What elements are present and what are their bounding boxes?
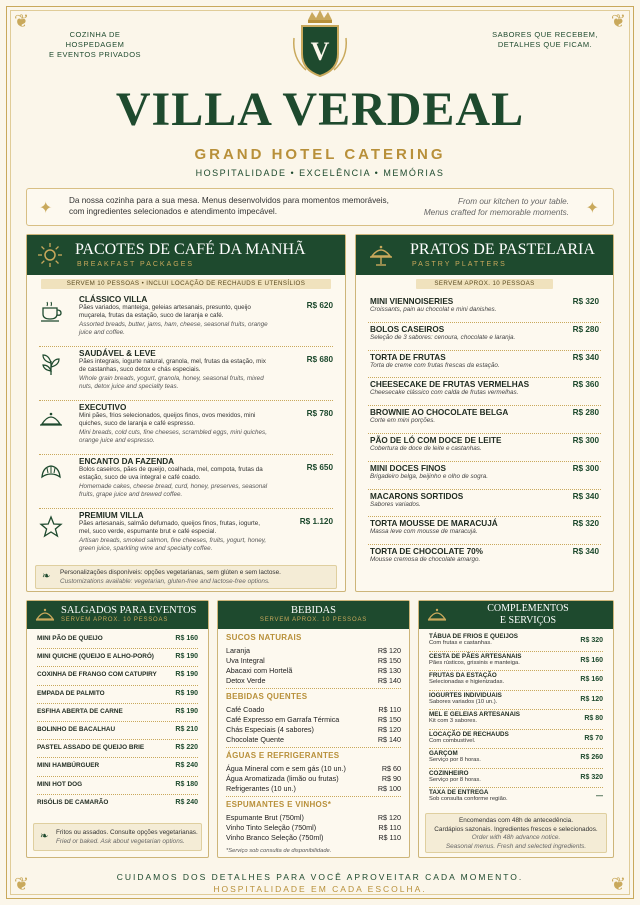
breakfast-separator xyxy=(39,454,333,455)
footer-line-2: HOSPITALIDADE EM CADA ESCOLHA. xyxy=(213,884,427,894)
corner-ornament-icon: ❦ xyxy=(14,874,30,894)
drinks-section-title: ESPUMANTES E VINHOS* xyxy=(226,800,332,809)
intro-text-en: From our kitchen to your table. Menus crafted for memorable moments. xyxy=(423,197,569,217)
breakfast-item-name: CLÁSSICO VILLA xyxy=(79,295,148,304)
crest-logo-icon xyxy=(288,8,352,80)
drinks-item xyxy=(226,764,401,773)
breakfast-item-text xyxy=(79,349,269,391)
pastry-item-name: BROWNIE AO CHOCOLATE BELGA xyxy=(370,408,509,418)
pastry-item-desc: Cobertura de doce de leite e castanhas. xyxy=(370,445,482,452)
drinks-item xyxy=(226,833,401,842)
savory-item-price: R$ 180 xyxy=(175,780,198,788)
extras-item-name: IOGURTES INDIVIDUAIS xyxy=(429,691,502,699)
sun-icon xyxy=(37,242,63,268)
pastry-item-price: R$ 320 xyxy=(572,297,599,306)
drinks-item-name: Uva Integral xyxy=(226,656,265,665)
savory-item-name: MINI QUICHE (QUEIJO E ALHO-PORÓ) xyxy=(37,653,154,661)
extras-item-name: TAXA DE ENTREGA xyxy=(429,789,489,796)
breakfast-note-pt: Personalizações disponíveis: opções vegetarianas, sem glúten e sem lactose. xyxy=(60,569,281,576)
extras-note-pt: Cardápios sazonais. Ingredientes frescos e selecionados. xyxy=(434,825,598,833)
breakfast-item-text xyxy=(79,457,269,499)
breakfast-item-price: R$ 650 xyxy=(306,463,333,472)
drinks-item-price: R$ 110 xyxy=(378,823,401,832)
pastry-item-price: R$ 280 xyxy=(572,408,599,418)
drinks-item xyxy=(226,646,401,655)
intro-box xyxy=(26,188,614,226)
breakfast-item-desc-en: Whole grain breads, yogurt, granola, honey, seasonal fruits, mixed nuts, detox juice and specialty teas. xyxy=(79,374,264,390)
extras-item-price: — xyxy=(596,793,603,800)
pastry-separator xyxy=(368,489,601,490)
breakfast-item-price: R$ 780 xyxy=(306,409,333,418)
pastry-separator xyxy=(368,377,601,378)
extras-header xyxy=(419,601,613,629)
pastry-item-desc: Cheesecake clássico com calda de frutas vermelhas. xyxy=(370,389,519,397)
extras-separator xyxy=(429,670,603,671)
savory-separator xyxy=(37,648,198,649)
extras-separator xyxy=(429,729,603,730)
savory-item xyxy=(37,708,198,715)
extras-item-price: R$ 320 xyxy=(580,773,603,781)
leaf-icon xyxy=(39,353,63,377)
croissant-icon xyxy=(39,461,63,485)
drinks-separator xyxy=(226,688,401,689)
extras-item-price: R$ 160 xyxy=(580,676,603,683)
drinks-item-price: R$ 130 xyxy=(377,666,401,675)
drinks-item-name: Laranja xyxy=(226,646,250,655)
savory-separator xyxy=(37,757,198,758)
drinks-item-price: R$ 60 xyxy=(381,764,401,773)
pastry-item xyxy=(370,297,599,321)
drinks-item-name: Espumante Brut (750ml) xyxy=(226,813,304,822)
savory-separator xyxy=(37,739,198,740)
breakfast-item-desc-en: Homemade cakes, cheese bread, curd, honey, preserves, seasonal fruits, grape juice and brewed coffee. xyxy=(79,482,268,498)
info-icon: ❧ xyxy=(42,571,51,582)
breakfast-title: PACOTES DE CAFÉ DA MANHÃ xyxy=(75,241,306,258)
cloche-icon xyxy=(39,407,63,431)
pastry-panel xyxy=(355,234,614,592)
savory-panel xyxy=(26,600,209,858)
drinks-item-name: Refrigerantes (10 un.) xyxy=(226,784,296,793)
pastry-item-desc: Corte em mini porções. xyxy=(370,417,436,425)
savory-item xyxy=(37,635,198,642)
extras-note-en: Seasonal menus. Fresh and selected ingredients. xyxy=(445,842,587,850)
breakfast-title-en: BREAKFAST PACKAGES xyxy=(77,261,195,268)
extras-item xyxy=(429,633,603,651)
savory-item-price: R$ 190 xyxy=(175,689,198,697)
savory-item-price: R$ 240 xyxy=(175,798,198,806)
pastry-item-name: CHEESECAKE DE FRUTAS VERMELHAS xyxy=(370,380,530,390)
extras-item-price: R$ 160 xyxy=(580,656,603,664)
drinks-title: BEBIDAS xyxy=(291,605,336,616)
savory-item-name: MINI PÃO DE QUEIJO xyxy=(37,635,103,642)
page-tagline: HOSPITALIDADE • EXCELÊNCIA • MEMÓRIAS xyxy=(195,168,445,178)
breakfast-item-name: ENCANTO DA FAZENDA xyxy=(79,457,175,466)
drinks-item xyxy=(226,705,401,714)
drinks-item-price: R$ 110 xyxy=(378,705,401,714)
pastry-item-desc: Massa leve com mousse de maracujá. xyxy=(370,528,478,536)
savory-item-name: MINI HAMBÚRGUER xyxy=(37,762,100,770)
savory-separator xyxy=(37,703,198,704)
extras-item-price: R$ 260 xyxy=(580,754,603,761)
pastry-item-desc: Croissants, pain au chocolat e mini danishes. xyxy=(370,306,497,313)
savory-separator xyxy=(37,776,198,777)
savory-item-name: EMPADA DE PALMITO xyxy=(37,689,105,697)
breakfast-item-name: EXECUTIVO xyxy=(79,403,127,412)
extras-item-desc: Sob consulta conforme região. xyxy=(429,796,508,802)
pastry-separator xyxy=(368,405,601,406)
extras-item-price: R$ 80 xyxy=(584,715,603,722)
drinks-item-price: R$ 120 xyxy=(377,813,401,822)
breakfast-item xyxy=(39,457,333,507)
pastry-ribbon: SERVEM APROX. 10 PESSOAS xyxy=(416,279,553,289)
page-subtitle: GRAND HOTEL CATERING xyxy=(194,146,446,163)
breakfast-item-text xyxy=(79,403,269,445)
drinks-item xyxy=(226,735,401,744)
extras-item-price: R$ 120 xyxy=(580,695,603,703)
savory-item xyxy=(37,781,198,788)
pastry-item xyxy=(370,492,599,516)
extras-item-name: GARÇOM xyxy=(429,750,458,757)
breakfast-item-name: PREMIUM VILLA xyxy=(79,511,144,520)
drinks-footnote: *Serviço sob consulta de disponibilidade. xyxy=(226,848,332,854)
pastry-item-desc: Sabores variados. xyxy=(370,500,421,508)
pastry-item-price: R$ 360 xyxy=(572,380,599,390)
pastry-item-price: R$ 340 xyxy=(572,491,599,501)
savory-note-en: Fried or baked. Ask about vegetarian options. xyxy=(56,837,185,845)
pastry-item-price: R$ 300 xyxy=(572,436,599,445)
extras-separator xyxy=(429,787,603,788)
cake-stand-icon xyxy=(368,242,394,268)
pastry-separator xyxy=(368,544,601,545)
extras-item-name: TÁBUA DE FRIOS E QUEIJOS xyxy=(429,633,518,640)
drinks-header xyxy=(218,601,409,629)
breakfast-item-desc: Mini pães, frios selecionados, queijos finos, ovos mexidos, mini quiches, suco de laranja e café espresso. xyxy=(79,412,256,428)
pastry-item xyxy=(370,408,599,432)
extras-item xyxy=(429,789,603,807)
pastry-item-name: MINI VIENNOISERIES xyxy=(370,297,454,306)
breakfast-panel xyxy=(26,234,346,592)
savory-separator xyxy=(37,721,198,722)
drinks-section-title: BEBIDAS QUENTES xyxy=(226,692,308,701)
breakfast-note xyxy=(35,565,337,589)
pastry-item xyxy=(370,325,599,349)
star-icon xyxy=(39,515,63,539)
extras-item-desc: Kit com 3 sabores. xyxy=(429,718,478,724)
extras-item xyxy=(429,692,603,710)
extras-item xyxy=(429,711,603,729)
drinks-item-name: Detox Verde xyxy=(226,676,266,685)
savory-item-name: PASTEL ASSADO DE QUEIJO BRIE xyxy=(37,744,145,752)
breakfast-item-price: R$ 680 xyxy=(306,355,333,364)
pastry-item xyxy=(370,464,599,488)
drinks-ribbon: SERVEM APROX. 10 PESSOAS xyxy=(259,617,368,623)
pastry-item-desc: Brigadeiro belga, beijinho e olho de sogra. xyxy=(370,472,488,480)
leaf-icon: ❧ xyxy=(40,831,49,842)
extras-item-desc: Com combustível. xyxy=(429,737,476,744)
drinks-item xyxy=(226,676,401,685)
pastry-item-desc: Seleção de 3 sabores: cenoura, chocolate e laranja. xyxy=(370,333,516,341)
cloche-icon xyxy=(35,606,55,624)
breakfast-item-price: R$ 620 xyxy=(306,301,333,310)
drinks-item xyxy=(226,813,401,822)
pastry-header xyxy=(356,235,613,275)
breakfast-item-desc: Bolos caseiros, pães de queijo, coalhada, mel, compota, frutas da estação, suco de uva integral e café coado. xyxy=(79,466,263,482)
breakfast-note-en: Customizations available: vegetarian, gluten-free and lactose-free options. xyxy=(60,577,270,585)
drinks-item-price: R$ 140 xyxy=(377,735,401,744)
drinks-item xyxy=(226,725,401,734)
drinks-item-name: Café Expresso em Garrafa Térmica xyxy=(226,715,340,724)
savory-note-pt: Fritos ou assados. Consulte opções vegetarianas. xyxy=(56,829,198,836)
page-title: VILLA VERDEAL xyxy=(115,83,525,136)
extras-item-desc: Serviço por 8 horas. xyxy=(429,776,481,783)
extras-separator xyxy=(429,748,603,749)
breakfast-item-price: R$ 1.120 xyxy=(299,517,333,526)
drinks-item xyxy=(226,774,401,783)
breakfast-item-desc-en: Assorted breads, butter, jams, ham, cheese, seasonal fruits, orange juice and coffee. xyxy=(79,320,268,336)
pastry-item-desc: Mousse cremosa de chocolate amargo. xyxy=(370,556,481,564)
extras-item-desc: Com frutas e castanhas. xyxy=(429,640,492,646)
breakfast-separator xyxy=(39,508,333,509)
extras-item xyxy=(429,731,603,749)
drinks-item-name: Vinho Tinto Seleção (750ml) xyxy=(226,823,317,832)
savory-item xyxy=(37,762,198,769)
extras-item xyxy=(429,672,603,690)
savory-item-price: R$ 220 xyxy=(175,744,198,752)
pastry-item-price: R$ 340 xyxy=(572,547,599,557)
drinks-item-name: Vinho Branco Seleção (750ml) xyxy=(226,833,324,842)
extras-separator xyxy=(429,690,603,691)
savory-item xyxy=(37,671,198,678)
extras-item-desc: Pães rústicos, grissinis e manteiga. xyxy=(429,659,520,666)
breakfast-header xyxy=(27,235,345,275)
extras-item-desc: Serviço por 8 horas. xyxy=(429,757,481,763)
extras-panel xyxy=(418,600,614,858)
savory-item xyxy=(37,744,198,751)
savory-title: SALGADOS PARA EVENTOS xyxy=(61,605,197,616)
pastry-item xyxy=(370,353,599,377)
savory-item-name: COXINHA DE FRANGO COM CATUPIRY xyxy=(37,671,157,679)
pastry-item xyxy=(370,547,599,571)
pastry-item-name: BOLOS CASEIROS xyxy=(370,324,445,334)
drinks-item xyxy=(226,715,401,724)
drinks-separator xyxy=(226,796,401,797)
drinks-item-name: Café Coado xyxy=(226,705,265,714)
drinks-item-price: R$ 140 xyxy=(377,676,401,685)
drinks-item-name: Água Mineral com e sem gás (10 un.) xyxy=(226,764,346,773)
pastry-title-en: PASTRY PLATTERS xyxy=(412,261,507,268)
extras-item xyxy=(429,653,603,671)
pastry-separator xyxy=(368,516,601,517)
header-tagline-left: COZINHA DE HOSPEDAGEM E EVENTOS PRIVADOS xyxy=(48,30,142,59)
pastry-separator xyxy=(368,322,601,323)
extras-item-name: COZINHEIRO xyxy=(429,769,469,777)
extras-item-desc: Sabores variados (10 un.). xyxy=(429,698,498,705)
extras-note-pt: Encomendas com 48h de antecedência. xyxy=(458,817,574,824)
pastry-separator xyxy=(368,433,601,434)
drinks-item-price: R$ 110 xyxy=(378,833,401,842)
extras-item-name: LOCAÇÃO DE RECHAUDS xyxy=(429,730,509,738)
drinks-item-price: R$ 120 xyxy=(377,646,401,655)
pastry-separator xyxy=(368,350,601,351)
extras-item-desc: Selecionadas e higienizadas. xyxy=(429,679,505,685)
breakfast-item xyxy=(39,511,333,561)
extras-separator xyxy=(429,768,603,769)
savory-item-name: RISÓLIS DE CAMARÃO xyxy=(37,798,109,806)
pastry-item-price: R$ 340 xyxy=(572,352,599,362)
drinks-item xyxy=(226,666,401,675)
pastry-item-name: TORTA DE FRUTAS xyxy=(370,352,446,362)
pastry-item-name: MACARONS SORTIDOS xyxy=(370,491,464,501)
savory-item-price: R$ 190 xyxy=(175,671,198,679)
pastry-item-price: R$ 280 xyxy=(572,324,599,334)
corner-ornament-icon: ❦ xyxy=(14,11,30,31)
drinks-item-price: R$ 90 xyxy=(381,774,401,783)
extras-item-price: R$ 70 xyxy=(584,734,603,742)
extras-note xyxy=(425,813,607,853)
drinks-item-name: Chocolate Quente xyxy=(226,735,284,744)
sparkle-icon: ✦ xyxy=(585,200,599,217)
drinks-item xyxy=(226,823,401,832)
pastry-item xyxy=(370,436,599,460)
breakfast-item-desc: Pães integrais, iogurte natural, granola, mel, frutas da estação, mix de castanhas, suco detox e chás especiais. xyxy=(79,358,266,374)
breakfast-item xyxy=(39,349,333,399)
sparkle-icon: ✦ xyxy=(39,200,53,217)
drinks-item xyxy=(226,784,401,793)
drinks-item xyxy=(226,656,401,665)
breakfast-ribbon: SERVEM 10 PESSOAS • INCLUI LOCAÇÃO DE RECHAUDS E UTENSÍLIOS xyxy=(41,279,331,289)
savory-item xyxy=(37,799,198,806)
extras-title: COMPLEMENTOS E SERVIÇOS xyxy=(487,603,569,626)
drinks-panel xyxy=(217,600,410,858)
savory-item-name: ESFIHA ABERTA DE CARNE xyxy=(37,707,123,715)
coffee-cup-icon xyxy=(39,299,63,323)
pastry-item-name: TORTA DE CHOCOLATE 70% xyxy=(370,547,483,557)
savory-item-price: R$ 240 xyxy=(175,762,198,770)
pastry-item-price: R$ 320 xyxy=(572,519,599,529)
savory-item xyxy=(37,690,198,697)
savory-item-price: R$ 210 xyxy=(175,726,198,733)
breakfast-item-desc-en: Mini breads, cold cuts, fine cheeses, scrambled eggs, mini quiches, orange juice and espresso. xyxy=(79,428,267,444)
extras-note-en: Order with 48h advance notice. xyxy=(471,834,561,841)
crest-letter: V xyxy=(310,37,330,66)
breakfast-item-desc-en: Artisan breads, smoked salmon, fine cheeses, fruits, yogurt, honey, green juice, sparkling wine and specialty coffee. xyxy=(79,536,267,552)
drinks-item-price: R$ 120 xyxy=(377,725,401,734)
pastry-separator xyxy=(368,461,601,462)
drinks-item-name: Chás Especiais (4 sabores) xyxy=(226,725,314,734)
breakfast-item-desc: Pães artesanais, salmão defumado, queijos finos, frutas, iogurte, mel, suco verde, espumante brut e café especial. xyxy=(79,520,260,536)
drinks-separator xyxy=(226,747,401,748)
pastry-item-name: TORTA MOUSSE DE MARACUJÁ xyxy=(370,519,498,529)
savory-ribbon: SERVEM APROX. 10 PESSOAS xyxy=(61,617,169,623)
pastry-title: PRATOS DE PASTELARIA xyxy=(410,241,595,258)
savory-separator xyxy=(37,685,198,686)
breakfast-item-text xyxy=(79,295,269,337)
drinks-section-title: ÁGUAS E REFRIGERANTES xyxy=(226,751,340,760)
drinks-item-name: Água Aromatizada (limão ou frutas) xyxy=(226,774,339,783)
corner-ornament-icon: ❦ xyxy=(610,11,626,31)
drinks-item-name: Abacaxi com Hortelã xyxy=(226,666,293,675)
savory-item xyxy=(37,653,198,660)
pastry-item xyxy=(370,519,599,543)
header-tagline-right: SABORES QUE RECEBEM, DETALHES QUE FICAM. xyxy=(492,30,598,49)
pastry-item xyxy=(370,380,599,404)
pastry-item-desc: Torta de creme com frutas frescas da estação. xyxy=(370,361,500,369)
extras-separator xyxy=(429,709,603,710)
savory-item-price: R$ 190 xyxy=(175,707,198,715)
breakfast-item-text xyxy=(79,511,269,553)
breakfast-item-desc: Pães variados, manteiga, geleias artesanais, presunto, queijo muçarela, frutas da estação, suco de laranja e café. xyxy=(79,304,251,320)
intro-text-pt: Da nossa cozinha para a sua mesa. Menus desenvolvidos para momentos memoráveis, com ingredientes selecionados e atendimento impecável. xyxy=(69,196,389,216)
pastry-item-name: MINI DOCES FINOS xyxy=(370,463,446,473)
savory-note xyxy=(33,823,202,851)
savory-header xyxy=(27,601,208,629)
savory-separator xyxy=(37,666,198,667)
extras-item-name: CESTA DE PÃES ARTESANAIS xyxy=(429,652,522,660)
savory-item-name: MINI HOT DOG xyxy=(37,780,83,788)
extras-separator xyxy=(429,651,603,652)
drinks-item-price: R$ 150 xyxy=(377,656,401,665)
breakfast-item xyxy=(39,403,333,453)
breakfast-item-name: SAUDÁVEL & LEVE xyxy=(79,349,156,358)
breakfast-separator xyxy=(39,346,333,347)
drinks-section-title: SUCOS NATURAIS xyxy=(226,633,302,642)
footer-line-1: CUIDAMOS DOS DETALHES PARA VOCÊ APROVEITAR CADA MOMENTO. xyxy=(116,872,524,882)
breakfast-separator xyxy=(39,400,333,401)
pastry-item-price: R$ 300 xyxy=(572,463,599,473)
extras-item xyxy=(429,770,603,788)
pastry-item-name: PÃO DE LÓ COM DOCE DE LEITE xyxy=(370,436,502,445)
drinks-item-price: R$ 100 xyxy=(377,784,401,793)
savory-item-price: R$ 160 xyxy=(175,635,198,642)
savory-item xyxy=(37,726,198,733)
extras-item-name: MEL E GELEIAS ARTESANAIS xyxy=(429,711,520,718)
breakfast-item xyxy=(39,295,333,345)
savory-separator xyxy=(37,794,198,795)
drinks-item-price: R$ 150 xyxy=(377,715,401,724)
savory-item-price: R$ 190 xyxy=(175,653,198,661)
extras-item-price: R$ 320 xyxy=(580,637,603,644)
corner-ornament-icon: ❦ xyxy=(610,874,626,894)
extras-item xyxy=(429,750,603,768)
extras-item-name: FRUTAS DA ESTAÇÃO xyxy=(429,672,497,679)
savory-item-name: BOLINHO DE BACALHAU xyxy=(37,726,116,733)
